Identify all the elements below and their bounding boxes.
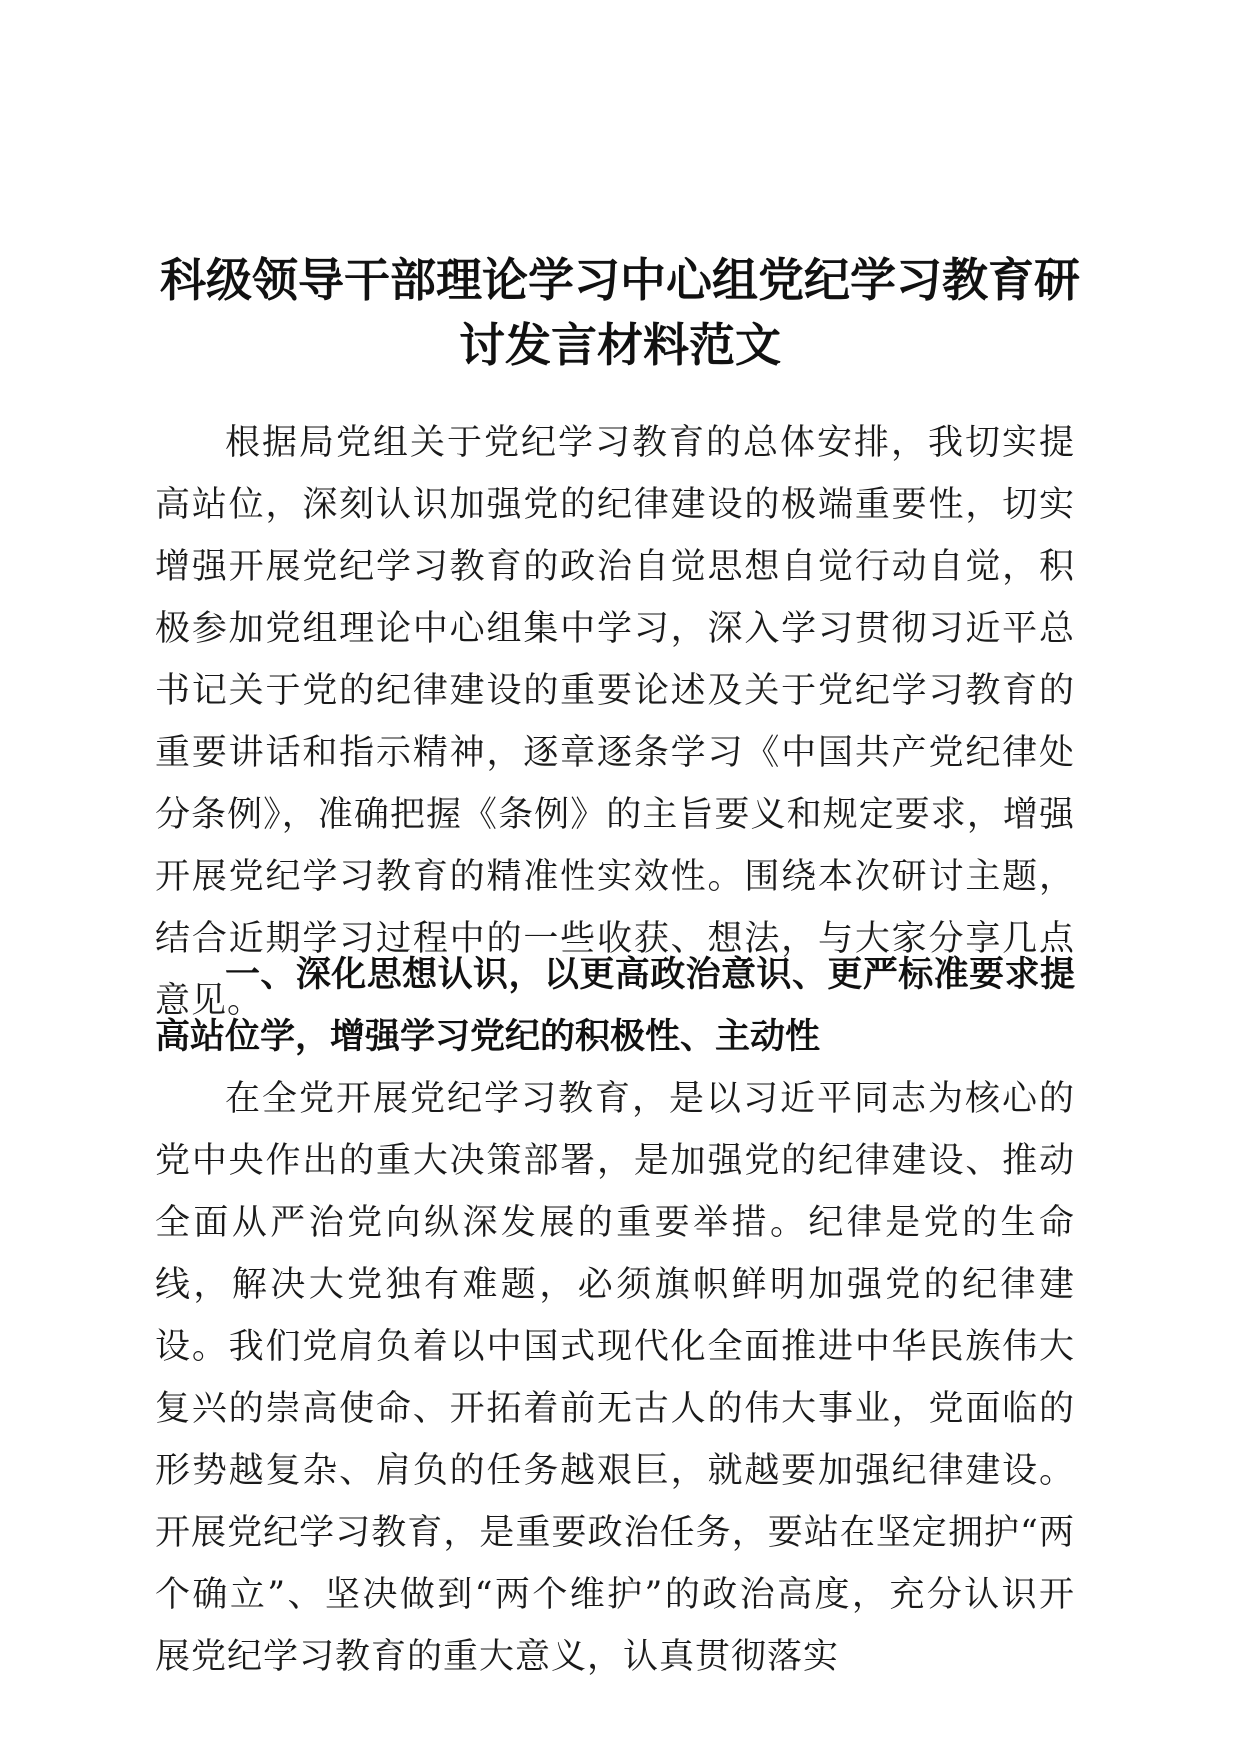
section-paragraph: 在全党开展党纪学习教育，是以习近平同志为核心的党中央作出的重大决策部署，是加强党的纪律建设、推动全面从严治党向纵深发展的重要举措。纪律是党的生命线，解决大党独有难题，必须旗帜鲜明加强党的纪律建设。我们党肩负着以中国式现代化全面推进中华民族伟大复兴的崇高使命、开拓着前无古人的伟大事业，党面临的形势越复杂、肩负的任务越艰巨，就越要加强纪律建设。开展党纪学习教育，是重要政治任务，要站在坚定拥护“两个确立”、坚决做到“两个维护”的政治高度，充分认识开展党纪学习教育的重大意义，认真贯彻落实 <box>155 1079 1075 1677</box>
section-heading: 一、深化思想认识，以更高政治意识、更严标准要求提高站位学，增强学习党纪的积极性、主动性 <box>155 955 1075 1057</box>
document-title: 科级领导干部理论学习中心组党纪学习教育研讨发言材料范文 <box>160 253 1080 372</box>
intro-paragraph: 根据局党组关于党纪学习教育的总体安排，我切实提高站位，深刻认识加强党的纪律建设的极端重要性，切实增强开展党纪学习教育的政治自觉思想自觉行动自觉，积极参加党组理论中心组集中学习，深入学习贯彻习近平总书记关于党的纪律建设的重要论述及关于党纪学习教育的重要讲话和指示精神，逐章逐条学习《中国共产党纪律处分条例》，准确把握《条例》的主旨要义和规定要求，增强开展党纪学习教育的精准性实效性。围绕本次研讨主题，结合近期学习过程中的一些收获、想法，与大家分享几点意见。 <box>155 423 1075 1021</box>
